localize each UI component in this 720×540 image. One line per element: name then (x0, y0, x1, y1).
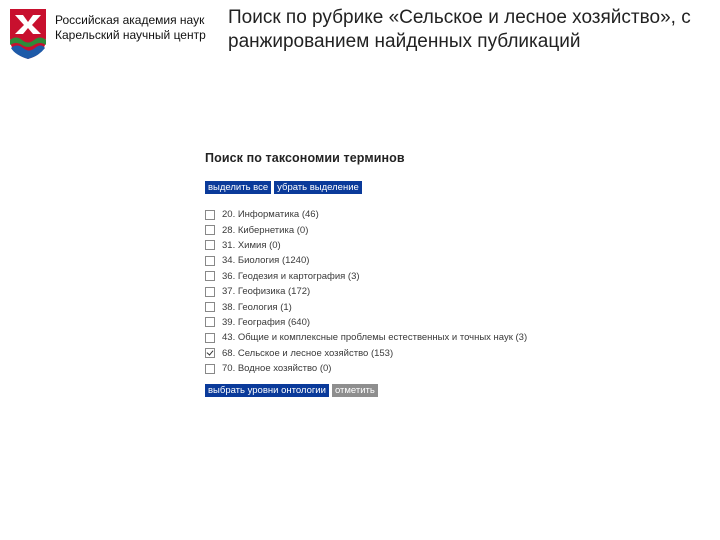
taxonomy-item-label: 70. Водное хозяйство (0) (222, 363, 332, 375)
action-buttons (205, 384, 525, 397)
taxonomy-item-label: 20. Информатика (46) (222, 209, 319, 221)
checkbox[interactable] (205, 302, 215, 312)
taxonomy-item-label: 43. Общие и комплексные проблемы естественных и точных наук (3) (222, 332, 528, 344)
taxonomy-item[interactable] (205, 315, 525, 330)
org-line-academy: Российская академия наук (55, 13, 205, 27)
taxonomy-item-label: 38. Геология (1) (222, 301, 292, 313)
taxonomy-item[interactable] (205, 361, 525, 376)
taxonomy-item[interactable] (205, 299, 525, 314)
taxonomy-item[interactable] (205, 238, 525, 253)
panel-heading: Поиск по таксономии терминов (205, 151, 405, 165)
checkbox[interactable] (205, 210, 215, 220)
taxonomy-search-panel (205, 151, 528, 397)
submit-button[interactable]: отметить (332, 384, 378, 397)
taxonomy-item-label: 31. Химия (0) (222, 239, 281, 251)
taxonomy-item-label: 68. Сельское и лесное хозяйство (153) (222, 347, 394, 359)
checkbox[interactable] (205, 271, 215, 281)
taxonomy-item-label: 28. Кибернетика (0) (222, 224, 309, 236)
taxonomy-item[interactable] (205, 222, 525, 237)
checkbox[interactable] (205, 348, 215, 358)
karelian-science-center-logo (9, 8, 47, 60)
slide-title (228, 6, 691, 54)
org-line-center: Карельский научный центр (55, 28, 206, 42)
taxonomy-item[interactable] (205, 346, 525, 361)
taxonomy-list (205, 207, 528, 376)
title-line-2: ранжированием найденных публикаций (228, 31, 581, 52)
title-line-1: Поиск по рубрике «Сельское и лесное хозяйство», с (228, 7, 691, 28)
checkbox[interactable] (205, 317, 215, 327)
taxonomy-item[interactable] (205, 284, 525, 299)
taxonomy-item[interactable] (205, 253, 525, 268)
taxonomy-item-label: 36. Геодезия и картография (3) (222, 270, 360, 282)
taxonomy-item[interactable] (205, 269, 525, 284)
checkbox[interactable] (205, 364, 215, 374)
checkbox[interactable] (205, 287, 215, 297)
checkbox[interactable] (205, 333, 215, 343)
taxonomy-item-label: 34. Биология (1240) (222, 255, 310, 267)
checkbox[interactable] (205, 240, 215, 250)
select-all-button[interactable]: выделить все (205, 181, 271, 194)
selection-buttons (205, 181, 525, 194)
deselect-button[interactable]: убрать выделение (274, 181, 362, 194)
choose-ontology-levels-button[interactable]: выбрать уровни онтологии (205, 384, 329, 397)
taxonomy-item-label: 37. Геофизика (172) (222, 286, 311, 298)
taxonomy-item-label: 39. География (640) (222, 316, 311, 328)
taxonomy-item[interactable] (205, 330, 528, 345)
checkbox[interactable] (205, 256, 215, 266)
taxonomy-item[interactable] (205, 207, 525, 222)
checkbox[interactable] (205, 225, 215, 235)
organization-name (55, 13, 206, 43)
